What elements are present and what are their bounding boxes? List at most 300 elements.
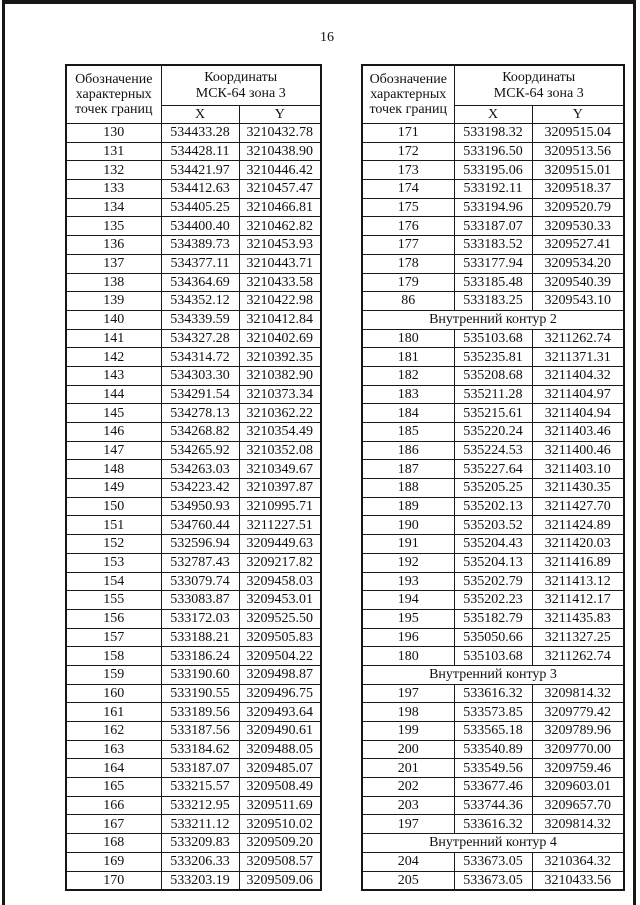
x-cell: 534364.69 [161, 273, 239, 292]
point-cell: 189 [362, 497, 454, 516]
point-cell: 162 [66, 722, 161, 741]
y-cell: 3209540.39 [532, 273, 624, 292]
point-cell: 137 [66, 254, 161, 273]
y-cell: 3209458.03 [239, 572, 321, 591]
point-cell: 175 [362, 198, 454, 217]
point-cell: 154 [66, 572, 161, 591]
point-cell: 194 [362, 591, 454, 610]
point-column-header [362, 65, 454, 124]
point-header-line: Обозначение [369, 71, 447, 87]
table-row [362, 740, 624, 759]
table-row [362, 759, 624, 778]
x-cell: 535204.43 [454, 535, 532, 554]
x-cell: 535235.81 [454, 348, 532, 367]
x-cell: 535205.25 [454, 479, 532, 498]
table-row [66, 871, 321, 890]
point-cell: 165 [66, 778, 161, 797]
table-row [362, 815, 624, 834]
table-row [362, 180, 624, 199]
table-row [66, 796, 321, 815]
table-row [66, 310, 321, 329]
table-row [362, 516, 624, 535]
y-cell: 3210995.71 [239, 497, 321, 516]
point-cell: 203 [362, 796, 454, 815]
point-header-line: точек границ [369, 102, 448, 118]
table-row [362, 609, 624, 628]
y-cell: 3209770.00 [532, 740, 624, 759]
point-cell: 86 [362, 292, 454, 311]
point-cell: 198 [362, 703, 454, 722]
section-label: Внутренний контур 4 [362, 834, 624, 853]
x-cell: 534339.59 [161, 310, 239, 329]
table-row [66, 142, 321, 161]
y-cell: 3209779.42 [532, 703, 624, 722]
y-cell: 3210382.90 [239, 366, 321, 385]
table-row [66, 852, 321, 871]
table-row [362, 404, 624, 423]
x-cell: 533673.05 [454, 871, 532, 890]
point-header-line: точек границ [74, 102, 153, 118]
x-cell: 535202.23 [454, 591, 532, 610]
y-cell: 3211227.51 [239, 516, 321, 535]
point-cell: 199 [362, 722, 454, 741]
x-cell: 533573.85 [454, 703, 532, 722]
x-cell: 533196.50 [454, 142, 532, 161]
point-cell: 160 [66, 684, 161, 703]
y-cell: 3210432.78 [239, 124, 321, 143]
table-row [66, 348, 321, 367]
point-cell: 197 [362, 684, 454, 703]
x-cell: 533209.83 [161, 834, 239, 853]
header-row [362, 65, 624, 106]
y-cell: 3209527.41 [532, 236, 624, 255]
table-row [66, 460, 321, 479]
point-cell: 180 [362, 329, 454, 348]
y-cell: 3209510.02 [239, 815, 321, 834]
y-cell: 3209759.46 [532, 759, 624, 778]
y-cell: 3209814.32 [532, 815, 624, 834]
point-cell: 178 [362, 254, 454, 273]
table-row [66, 161, 321, 180]
table-row [362, 348, 624, 367]
point-cell: 183 [362, 385, 454, 404]
x-cell: 535211.28 [454, 385, 532, 404]
table-row [362, 217, 624, 236]
point-cell: 145 [66, 404, 161, 423]
y-cell: 3210433.58 [239, 273, 321, 292]
point-cell: 173 [362, 161, 454, 180]
x-cell: 533186.24 [161, 647, 239, 666]
point-cell: 202 [362, 778, 454, 797]
table-row [362, 591, 624, 610]
x-cell: 533183.25 [454, 292, 532, 311]
x-cell: 533185.48 [454, 273, 532, 292]
table-row [362, 535, 624, 554]
y-cell: 3210412.84 [239, 310, 321, 329]
x-cell: 534263.03 [161, 460, 239, 479]
x-cell: 534389.73 [161, 236, 239, 255]
point-cell: 153 [66, 553, 161, 572]
x-cell: 534428.11 [161, 142, 239, 161]
table-row [66, 516, 321, 535]
point-cell: 193 [362, 572, 454, 591]
x-cell: 535103.68 [454, 647, 532, 666]
table-row [66, 740, 321, 759]
y-cell: 3209530.33 [532, 217, 624, 236]
y-cell: 3210392.35 [239, 348, 321, 367]
x-cell: 533212.95 [161, 796, 239, 815]
x-cell: 534433.28 [161, 124, 239, 143]
table-row [362, 460, 624, 479]
y-cell: 3210354.49 [239, 423, 321, 442]
x-cell: 534223.42 [161, 479, 239, 498]
point-cell: 132 [66, 161, 161, 180]
table-row [66, 591, 321, 610]
table-row [66, 684, 321, 703]
x-cell: 533172.03 [161, 609, 239, 628]
table-row [66, 404, 321, 423]
x-cell: 533673.05 [454, 852, 532, 871]
table-row [66, 497, 321, 516]
coords-header-line: Координаты [204, 70, 278, 86]
point-cell: 163 [66, 740, 161, 759]
x-column-header: X [161, 106, 239, 124]
y-cell: 3211403.46 [532, 423, 624, 442]
y-cell: 3210457.47 [239, 180, 321, 199]
x-cell: 533215.57 [161, 778, 239, 797]
point-cell: 158 [66, 647, 161, 666]
x-cell: 535202.79 [454, 572, 532, 591]
point-cell: 138 [66, 273, 161, 292]
x-cell: 532596.94 [161, 535, 239, 554]
y-cell: 3209513.56 [532, 142, 624, 161]
point-cell: 205 [362, 871, 454, 890]
point-cell: 181 [362, 348, 454, 367]
y-cell: 3209490.61 [239, 722, 321, 741]
x-cell: 533190.60 [161, 665, 239, 684]
point-cell: 187 [362, 460, 454, 479]
table-row [66, 423, 321, 442]
table-row [362, 852, 624, 871]
table-row [66, 329, 321, 348]
coords-header-line: МСК-64 зона 3 [493, 85, 584, 101]
table-row [362, 236, 624, 255]
point-cell: 161 [66, 703, 161, 722]
point-cell: 140 [66, 310, 161, 329]
y-cell: 3209505.83 [239, 628, 321, 647]
point-cell: 148 [66, 460, 161, 479]
table-row [66, 553, 321, 572]
y-cell: 3210362.22 [239, 404, 321, 423]
table-row [362, 329, 624, 348]
y-cell: 3210402.69 [239, 329, 321, 348]
y-cell: 3209217.82 [239, 553, 321, 572]
table-row [66, 273, 321, 292]
y-cell: 3209814.32 [532, 684, 624, 703]
y-cell: 3210349.67 [239, 460, 321, 479]
y-cell: 3209518.37 [532, 180, 624, 199]
table-row [66, 609, 321, 628]
x-cell: 535224.53 [454, 441, 532, 460]
section-row [362, 310, 624, 329]
y-cell: 3210397.87 [239, 479, 321, 498]
table-row [66, 180, 321, 199]
point-cell: 182 [362, 366, 454, 385]
y-cell: 3211404.32 [532, 366, 624, 385]
y-cell: 3210352.08 [239, 441, 321, 460]
point-cell: 172 [362, 142, 454, 161]
table-row [362, 366, 624, 385]
y-cell: 3209509.06 [239, 871, 321, 890]
point-cell: 204 [362, 852, 454, 871]
table-row [66, 535, 321, 554]
point-cell: 141 [66, 329, 161, 348]
point-cell: 149 [66, 479, 161, 498]
x-cell: 533206.33 [161, 852, 239, 871]
table-row [66, 759, 321, 778]
x-cell: 533188.21 [161, 628, 239, 647]
point-cell: 139 [66, 292, 161, 311]
point-cell: 130 [66, 124, 161, 143]
table-row [66, 665, 321, 684]
y-cell: 3211435.83 [532, 609, 624, 628]
y-cell: 3210462.82 [239, 217, 321, 236]
table-row [362, 796, 624, 815]
table-row [362, 628, 624, 647]
y-cell: 3210364.32 [532, 852, 624, 871]
point-cell: 174 [362, 180, 454, 199]
y-cell: 3209603.01 [532, 778, 624, 797]
point-cell: 167 [66, 815, 161, 834]
x-cell: 535227.64 [454, 460, 532, 479]
x-cell: 533195.06 [454, 161, 532, 180]
y-cell: 3211420.03 [532, 535, 624, 554]
table-row [362, 553, 624, 572]
y-cell: 3209508.49 [239, 778, 321, 797]
point-cell: 133 [66, 180, 161, 199]
table-row [66, 124, 321, 143]
x-cell: 534405.25 [161, 198, 239, 217]
table-row [362, 292, 624, 311]
table-row [362, 441, 624, 460]
point-cell: 180 [362, 647, 454, 666]
x-cell: 533187.56 [161, 722, 239, 741]
y-cell: 3209534.20 [532, 254, 624, 273]
x-cell: 532787.43 [161, 553, 239, 572]
point-cell: 150 [66, 497, 161, 516]
point-cell: 136 [66, 236, 161, 255]
header-row [66, 65, 321, 106]
x-cell: 534303.30 [161, 366, 239, 385]
x-cell: 534760.44 [161, 516, 239, 535]
table-row [66, 366, 321, 385]
point-cell: 142 [66, 348, 161, 367]
point-header-line: характерных [75, 86, 152, 102]
y-cell: 3211371.31 [532, 348, 624, 367]
y-column-header: Y [532, 106, 624, 124]
x-cell: 534352.12 [161, 292, 239, 311]
coords-column-header [454, 65, 624, 106]
y-cell: 3209488.05 [239, 740, 321, 759]
point-cell: 190 [362, 516, 454, 535]
y-cell: 3210373.34 [239, 385, 321, 404]
point-cell: 191 [362, 535, 454, 554]
point-cell: 196 [362, 628, 454, 647]
x-cell: 534314.72 [161, 348, 239, 367]
point-cell: 151 [66, 516, 161, 535]
point-cell: 197 [362, 815, 454, 834]
x-cell: 535182.79 [454, 609, 532, 628]
table-row [362, 423, 624, 442]
section-row [362, 665, 624, 684]
x-cell: 534327.28 [161, 329, 239, 348]
y-cell: 3211427.70 [532, 497, 624, 516]
coords-header-line: МСК-64 зона 3 [195, 85, 286, 101]
x-cell: 535050.66 [454, 628, 532, 647]
table-row [362, 703, 624, 722]
table-row [66, 778, 321, 797]
x-cell: 535220.24 [454, 423, 532, 442]
y-cell: 3209453.01 [239, 591, 321, 610]
table-row [66, 815, 321, 834]
coords-header-line: Координаты [502, 70, 576, 86]
table-row [362, 871, 624, 890]
x-cell: 533565.18 [454, 722, 532, 741]
y-cell: 3211413.12 [532, 572, 624, 591]
point-cell: 155 [66, 591, 161, 610]
point-cell: 147 [66, 441, 161, 460]
y-cell: 3210446.42 [239, 161, 321, 180]
x-cell: 534400.40 [161, 217, 239, 236]
x-cell: 535103.68 [454, 329, 532, 348]
x-cell: 533744.36 [454, 796, 532, 815]
y-cell: 3210453.93 [239, 236, 321, 255]
y-cell: 3211404.94 [532, 404, 624, 423]
x-cell: 534412.63 [161, 180, 239, 199]
y-cell: 3209485.07 [239, 759, 321, 778]
x-cell: 534265.92 [161, 441, 239, 460]
table-row [362, 722, 624, 741]
point-cell: 176 [362, 217, 454, 236]
point-header-line: Обозначение [75, 71, 153, 87]
x-cell: 533540.89 [454, 740, 532, 759]
point-cell: 192 [362, 553, 454, 572]
table-row [362, 273, 624, 292]
x-cell: 534421.97 [161, 161, 239, 180]
x-cell: 535215.61 [454, 404, 532, 423]
x-cell: 535202.13 [454, 497, 532, 516]
point-cell: 184 [362, 404, 454, 423]
y-cell: 3211400.46 [532, 441, 624, 460]
point-cell: 159 [66, 665, 161, 684]
x-cell: 533211.12 [161, 815, 239, 834]
section-label: Внутренний контур 2 [362, 310, 624, 329]
y-cell: 3209498.87 [239, 665, 321, 684]
point-cell: 164 [66, 759, 161, 778]
y-cell: 3211416.89 [532, 553, 624, 572]
point-cell: 171 [362, 124, 454, 143]
point-column-header [66, 65, 161, 124]
point-cell: 169 [66, 852, 161, 871]
x-cell: 533190.55 [161, 684, 239, 703]
point-cell: 200 [362, 740, 454, 759]
point-cell: 157 [66, 628, 161, 647]
y-cell: 3209449.63 [239, 535, 321, 554]
y-cell: 3209657.70 [532, 796, 624, 815]
point-header-line: характерных [370, 86, 447, 102]
x-cell: 534291.54 [161, 385, 239, 404]
y-cell: 3209789.96 [532, 722, 624, 741]
y-cell: 3211403.10 [532, 460, 624, 479]
x-cell: 533079.74 [161, 572, 239, 591]
y-cell: 3209496.75 [239, 684, 321, 703]
x-cell: 534268.82 [161, 423, 239, 442]
y-column-header: Y [239, 106, 321, 124]
point-cell: 195 [362, 609, 454, 628]
y-cell: 3210438.90 [239, 142, 321, 161]
table-row [66, 834, 321, 853]
point-cell: 143 [66, 366, 161, 385]
point-cell: 179 [362, 273, 454, 292]
x-cell: 533189.56 [161, 703, 239, 722]
point-cell: 131 [66, 142, 161, 161]
y-cell: 3211430.35 [532, 479, 624, 498]
x-cell: 533616.32 [454, 684, 532, 703]
y-cell: 3209520.79 [532, 198, 624, 217]
y-cell: 3210466.81 [239, 198, 321, 217]
table-row [66, 254, 321, 273]
x-cell: 534377.11 [161, 254, 239, 273]
section-row [362, 834, 624, 853]
y-cell: 3210433.56 [532, 871, 624, 890]
table-row [362, 161, 624, 180]
x-cell: 533549.56 [454, 759, 532, 778]
x-cell: 533677.46 [454, 778, 532, 797]
x-cell: 533192.11 [454, 180, 532, 199]
table-row [66, 198, 321, 217]
table-row [66, 722, 321, 741]
coordinates-table-right [361, 64, 625, 891]
coords-column-header [161, 65, 321, 106]
point-cell: 185 [362, 423, 454, 442]
x-cell: 535204.13 [454, 553, 532, 572]
table-row [66, 236, 321, 255]
table-row [362, 254, 624, 273]
x-cell: 533177.94 [454, 254, 532, 273]
table-row [362, 497, 624, 516]
right-table-body [362, 124, 624, 891]
x-cell: 533183.52 [454, 236, 532, 255]
table-row [362, 198, 624, 217]
table-row [362, 778, 624, 797]
table-row [362, 572, 624, 591]
x-cell: 533184.62 [161, 740, 239, 759]
table-row [362, 124, 624, 143]
point-cell: 134 [66, 198, 161, 217]
y-cell: 3209515.04 [532, 124, 624, 143]
x-cell: 535208.68 [454, 366, 532, 385]
y-cell: 3209511.69 [239, 796, 321, 815]
point-cell: 146 [66, 423, 161, 442]
y-cell: 3210422.98 [239, 292, 321, 311]
table-row [66, 441, 321, 460]
x-cell: 533194.96 [454, 198, 532, 217]
table-row [362, 385, 624, 404]
y-cell: 3209508.57 [239, 852, 321, 871]
x-cell: 533198.32 [454, 124, 532, 143]
table-row [66, 292, 321, 311]
y-cell: 3211412.17 [532, 591, 624, 610]
